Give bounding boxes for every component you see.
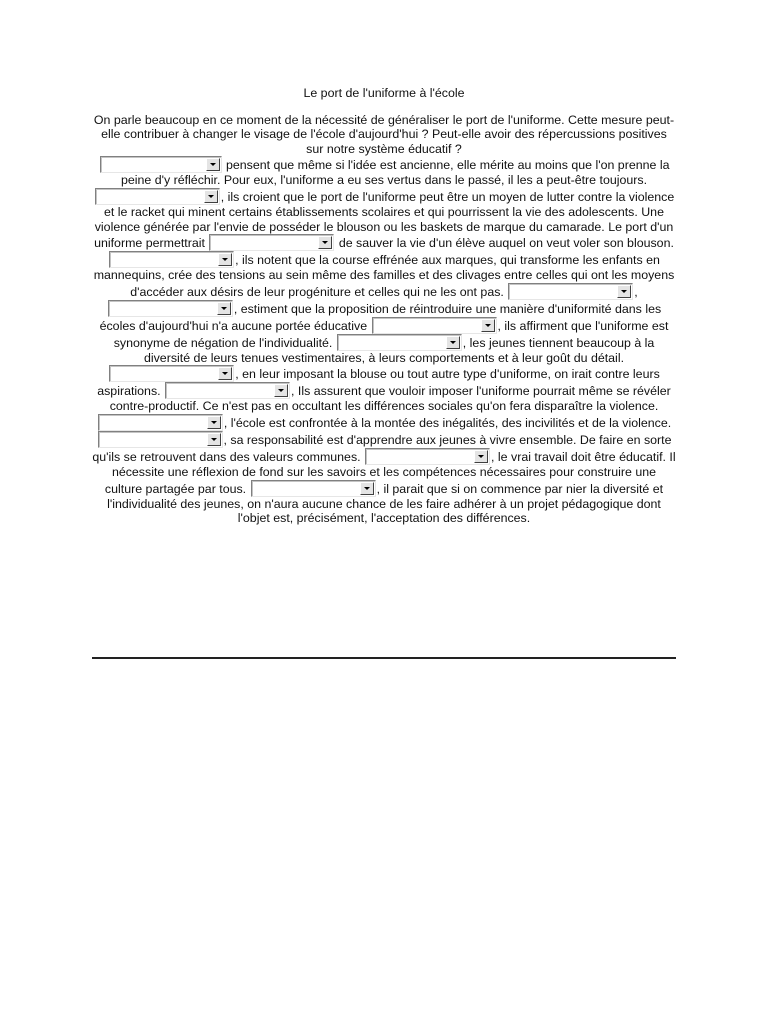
text-segment: , Ils assurent que vouloir imposer l'uniforme pourrait même se révéler contre-productif. Ce n'est pas en occultant les différences sociales qu'on fera disparaître la violence. <box>109 384 671 414</box>
blank-dropdown-5[interactable] <box>508 283 633 300</box>
text-segment: de sauver la vie d'un élève auquel on veut voler son blouson. <box>335 236 674 251</box>
blank-dropdown-6[interactable] <box>108 300 233 317</box>
text-segment: , l'école est confrontée à la montée des inégalités, des incivilités et de la violence. <box>223 415 672 430</box>
cloze-text <box>92 156 676 525</box>
blank-dropdown-4[interactable] <box>109 251 234 268</box>
document-title: Le port de l'uniforme à l'école <box>303 86 465 100</box>
text-segment: , le vrai travail doit être éducatif. Il nécessite une réflexion de fond sur les savoirs et les compétences nécessaires pour construire une culture partagée par tous. <box>104 449 676 496</box>
chevron-down-icon[interactable] <box>274 384 288 397</box>
chevron-down-icon[interactable] <box>217 302 231 315</box>
blank-dropdown-3[interactable] <box>209 234 334 251</box>
chevron-down-icon[interactable] <box>204 190 218 203</box>
blank-dropdown-9[interactable] <box>109 365 234 382</box>
intro-paragraph: On parle beaucoup en ce moment de la nécessité de généraliser le port de l'uniforme. Cette mesure peut-elle contribuer à changer le visage de l'école d'aujourd'hui ? Peut-elle avoir des répercussions positives sur notre système éducatif ? <box>93 112 675 156</box>
text-segment: , ils notent que la course effrénée aux marques, qui transforme les enfants en mannequins, crée des tensions au sein même des familles et des clivages entre celles qui ont les moyens d'accéder aux désirs de leur progéniture et celles qui ne les ont pas. <box>93 253 675 299</box>
text-segment: , sa responsabilité est d'apprendre aux jeunes à vivre ensemble. De faire en sorte qu'ils se retrouvent dans des valeurs communes. <box>92 432 672 464</box>
blank-dropdown-7[interactable] <box>372 317 497 334</box>
chevron-down-icon[interactable] <box>206 158 220 171</box>
chevron-down-icon[interactable] <box>318 236 332 249</box>
text-segment: , ils affirment que l'uniforme est synonyme de négation de l'individualité. <box>113 318 669 350</box>
text-segment: , les jeunes tiennent beaucoup à la diversité de leurs tenues vestimentaires, à leurs comportements et à leur goût du détail. <box>143 335 655 365</box>
text-segment: , en leur imposant la blouse ou tout autre type d'uniforme, on irait contre leurs aspirations. <box>97 367 660 399</box>
blank-dropdown-2[interactable] <box>95 188 220 205</box>
blank-dropdown-12[interactable] <box>98 431 223 448</box>
blank-dropdown-8[interactable] <box>337 334 462 351</box>
blank-dropdown-13[interactable] <box>365 448 490 465</box>
text-segment: , estiment que la proposition de réintroduire une manière d'uniformité dans les écoles d'aujourd'hui n'a aucune portée éducative <box>99 301 662 333</box>
chevron-down-icon[interactable] <box>481 319 495 332</box>
chevron-down-icon[interactable] <box>207 433 221 446</box>
blank-dropdown-11[interactable] <box>98 414 223 431</box>
text-segment: , <box>634 284 638 299</box>
chevron-down-icon[interactable] <box>360 482 374 495</box>
chevron-down-icon[interactable] <box>617 285 631 298</box>
chevron-down-icon[interactable] <box>207 416 221 429</box>
bottom-divider <box>92 657 676 659</box>
blank-dropdown-10[interactable] <box>165 382 290 399</box>
blank-dropdown-1[interactable] <box>100 156 222 173</box>
chevron-down-icon[interactable] <box>218 367 232 380</box>
text-segment: , il parait que si on commence par nier la diversité et l'individualité des jeunes, on n'aura aucune chance de les faire adhérer à un projet pédagogique dont l'objet est, précisément, l'acceptation des différences. <box>107 481 664 526</box>
document-page <box>92 86 676 526</box>
chevron-down-icon[interactable] <box>474 450 488 463</box>
blank-dropdown-14[interactable] <box>251 480 376 497</box>
chevron-down-icon[interactable] <box>446 336 460 349</box>
chevron-down-icon[interactable] <box>218 253 232 266</box>
text-segment: pensent que même si l'idée est ancienne, elle mérite au moins que l'on prenne la peine d'y réfléchir. Pour eux, l'uniforme a eu ses vertus dans le passé, il les a peut-être toujours. <box>120 158 670 188</box>
text-segment: , ils croient que le port de l'uniforme peut être un moyen de lutter contre la violence et le racket qui minent certains établissements scolaires et qui pourrissent la vie des adolescents. Une violence générée par l'envie de posséder le blouson ou les baskets de marque du camarade. Le port d'un uniforme permettrait <box>94 189 675 251</box>
